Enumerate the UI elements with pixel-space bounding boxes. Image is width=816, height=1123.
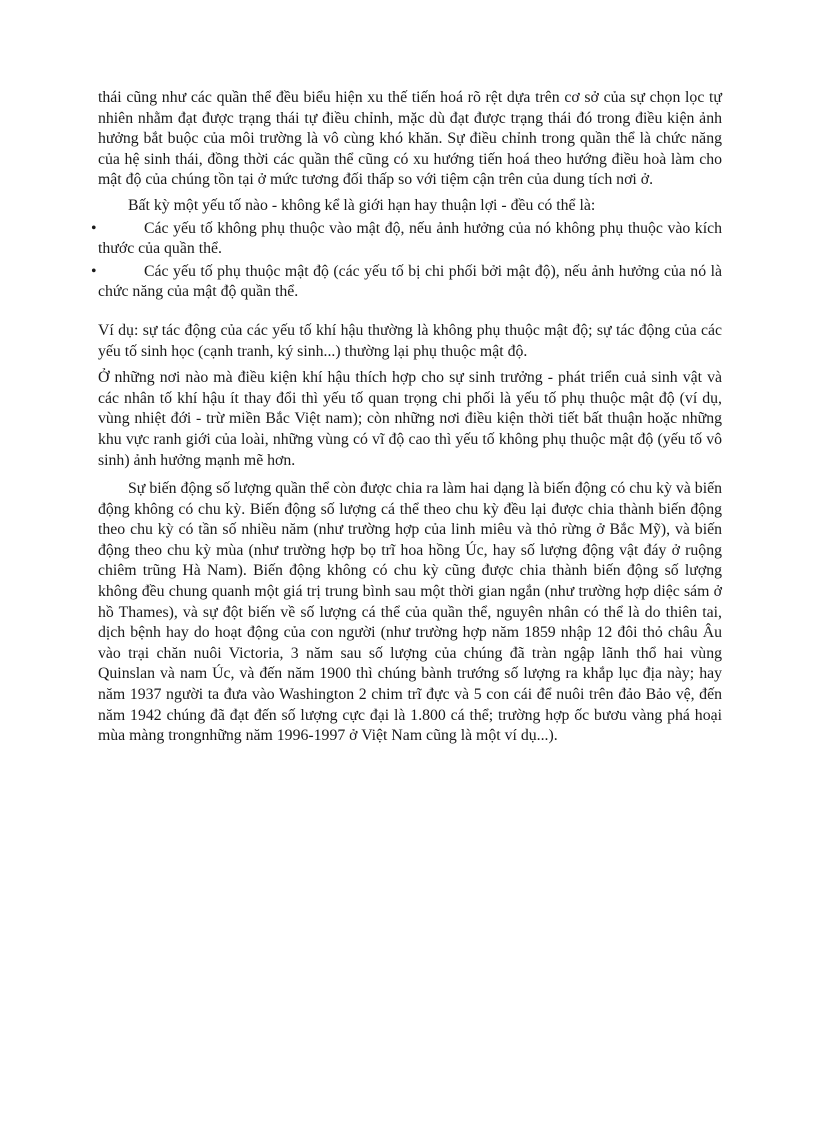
paragraph-fluctuation: Sự biến động số lượng quần thể còn được chia ra làm hai dạng là biến động có chu kỳ và biến động không có chu kỳ. Biến động số lượng cá thể theo chu kỳ đều lại được chia thành biến động theo chu kỳ có tần số nhiều năm (như trường hợp của linh miêu và thỏ rừng ở Bắc Mỹ), và biến động theo chu kỳ mùa (như trường hợp bọ trĩ hoa hồng Úc, hay số lượng động vật đáy ở ruộng chiêm trũng Hà Nam). Biến động không có chu kỳ cũng được chia thành biến động số lượng không đều chung quanh một giá trị trung bình sau một thời gian ngắn (như trường hợp diệc sám ở hồ Thames), và sự đột biến về số lượng cá thể của quần thể, nguyên nhân có thể là do thiên tai, dịch bệnh hay do hoạt động của con người (như trường hợp năm 1859 nhập 12 đôi thỏ châu Âu vào trại chăn nuôi Victoria, 3 năm sau số lượng của chúng đã tràn ngập lãnh thổ hai vùng Quinslan và nam Úc, và đến năm 1900 thì chúng bành trướng số lượng ra khắp lục địa này; hay năm 1937 người ta đưa vào Washington 2 chim trĩ đực và 5 con cái để nuôi trên đảo Bảo vệ, đến năm 1942 chúng đã đạt đến số lượng cực đại là 1.800 cá thể; trường hợp ốc bươu vàng phá hoại mùa màng trongnhững năm 1996-1997 ở Việt Nam cũng là một ví dụ...). [98, 480, 722, 745]
paragraph-climate: Ở những nơi nào mà điều kiện khí hậu thích hợp cho sự sinh trưởng - phát triển cuả sinh vật và các nhân tố khí hậu ít thay đổi thì yếu tố quan trọng chi phối là yếu tố phụ thuộc mật độ (ví dụ, vùng nhiệt đới - trừ miền Bắc Việt nam); còn những nơi điều kiện thời tiết bất thuận hoặc những khu vực ranh giới của loài, những vùng có vĩ độ cao thì yếu tố không phụ thuộc mật độ (yếu tố vô sinh) ảnh hưởng mạnh mẽ hơn. [98, 369, 722, 469]
paragraph-example: Ví dụ: sự tác động của các yếu tố khí hậu thường là không phụ thuộc mật độ; sự tác động của các yếu tố sinh học (cạnh tranh, ký sinh...) thường lại phụ thuộc mật độ. [98, 321, 722, 360]
list-item [91, 219, 722, 260]
list-item-text: Các yếu tố phụ thuộc mật độ (các yếu tố bị chi phối bởi mật độ), nếu ảnh hưởng của nó là chức năng của mật độ quần thể. [98, 262, 722, 301]
bullet-icon: • [91, 219, 97, 237]
bullet-icon: • [91, 262, 97, 280]
list-item [91, 262, 722, 303]
factor-list [91, 219, 722, 303]
list-item-text: Các yếu tố không phụ thuộc vào mật độ, nếu ảnh hưởng của nó không phụ thuộc vào kích thước của quần thể. [98, 219, 722, 258]
paragraph-factors-intro: Bất kỳ một yếu tố nào - không kể là giới hạn hay thuận lợi - đều có thể là: [128, 196, 596, 214]
document-page [91, 88, 722, 747]
paragraph-intro: thái cũng như các quần thể đều biểu hiện xu thế tiến hoá rõ rệt dựa trên cơ sở của sự chọn lọc tự nhiên nhằm đạt được trạng thái tự điều chỉnh, mặc dù đạt được trạng thái đó trong điều kiện ảnh hưởng bắt buộc của môi trường là vô cùng khó khăn. Sự điều chỉnh trong quần thể là chức năng của hệ sinh thái, đồng thời các quần thể cũng có xu hướng tiến hoá theo hướng điều hoà làm cho mật độ của chúng tồn tại ở mức tương đối thấp so với tiệm cận trên của dung tích nơi ở. [98, 89, 722, 189]
